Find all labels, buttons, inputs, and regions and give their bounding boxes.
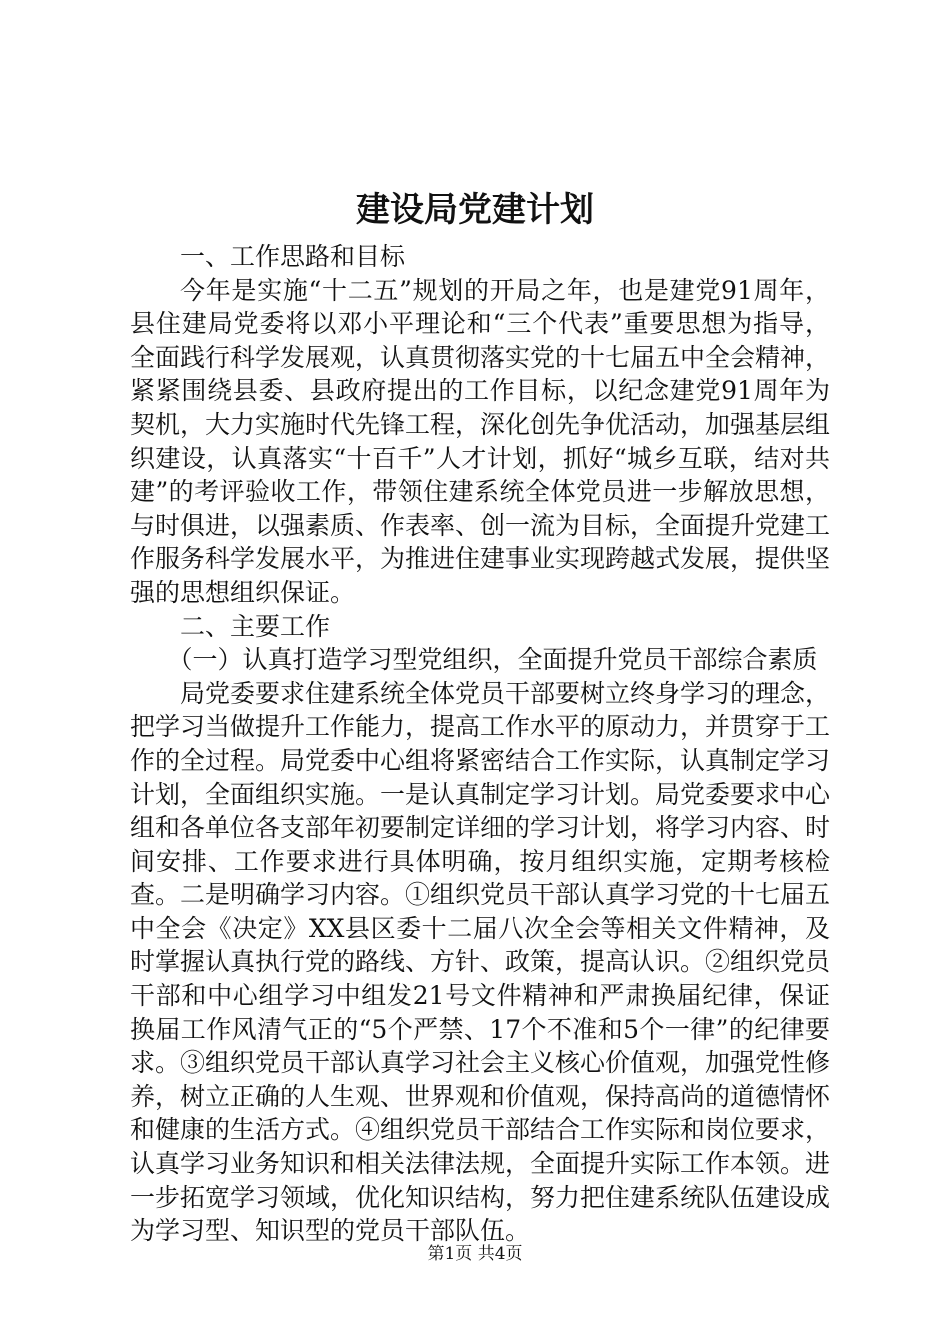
section-heading: 二、主要工作 bbox=[180, 611, 331, 641]
section-heading: 一、工作思路和目标 bbox=[180, 242, 406, 271]
document-body bbox=[130, 240, 830, 1248]
body-paragraph: 今年是实施“十二五”规划的开局之年，也是建党91周年，县住建局党委将以邓小平理论和“三个代表”重要思想为指导，全面践行科学发展观，认真贯彻落实党的十七届五中全会精神，紧紧围绕县委、县政府提出的工作目标，以纪念建党91周年为契机，大力实施时代先锋工程，深化创先争优活动，加强基层组织建设，认真落实“十百千”人才计划，抓好“城乡互联，结对共建”的考评验收工作，带领住建系统全体党员进一步解放思想，与时俱进，以强素质、作表率、创一流为目标，全面提升党建工作服务科学发展水平，为推进住建事业实现跨越式发展，提供坚强的思想组织保证。 bbox=[130, 275, 831, 607]
subsection-heading: （一）认真打造学习型党组织，全面提升党员干部综合素质 bbox=[167, 645, 818, 675]
document-title: 建设局党建计划 bbox=[356, 190, 594, 230]
body-paragraph: 局党委要求住建系统全体党员干部要树立终身学习的理念，把学习当做提升工作能力，提高工作水平的原动力，并贯穿于工作的全过程。局党委中心组将紧密结合工作实际，认真制定学习计划，全面组织实施。一是认真制定学习计划。局党委要求中心组和各单位各支部年初要制定详细的学习计划，将学习内容、时间安排、工作要求进行具体明确，按月组织实施，定期考核检查。二是明确学习内容。①组织党员干部认真学习党的十七届五中全会《决定》XX县区委十二届八次全会等相关文件精神，及时掌握认真执行党的路线、方针、政策，提高认识。②组织党员干部和中心组学习中组发21号文件精神和严肃换届纪律，保证换届工作风清气正的“5个严禁、17个不准和5个一律”的纪律要求。③组织党员干部认真学习社会主义核心价值观，加强党性修养，树立正确的人生观、世界观和价值观，保持高尚的道德情怀和健康的生活方式。④组织党员干部结合工作实际和岗位要求，认真学习业务知识和相关法律法规，全面提升实际工作本领。进一步拓宽学习领域，优化知识结构，努力把住建系统队伍建设成为学习型、知识型的党员干部队伍。 bbox=[130, 678, 831, 1246]
page-footer: 第1页 共4页 bbox=[427, 1244, 523, 1264]
